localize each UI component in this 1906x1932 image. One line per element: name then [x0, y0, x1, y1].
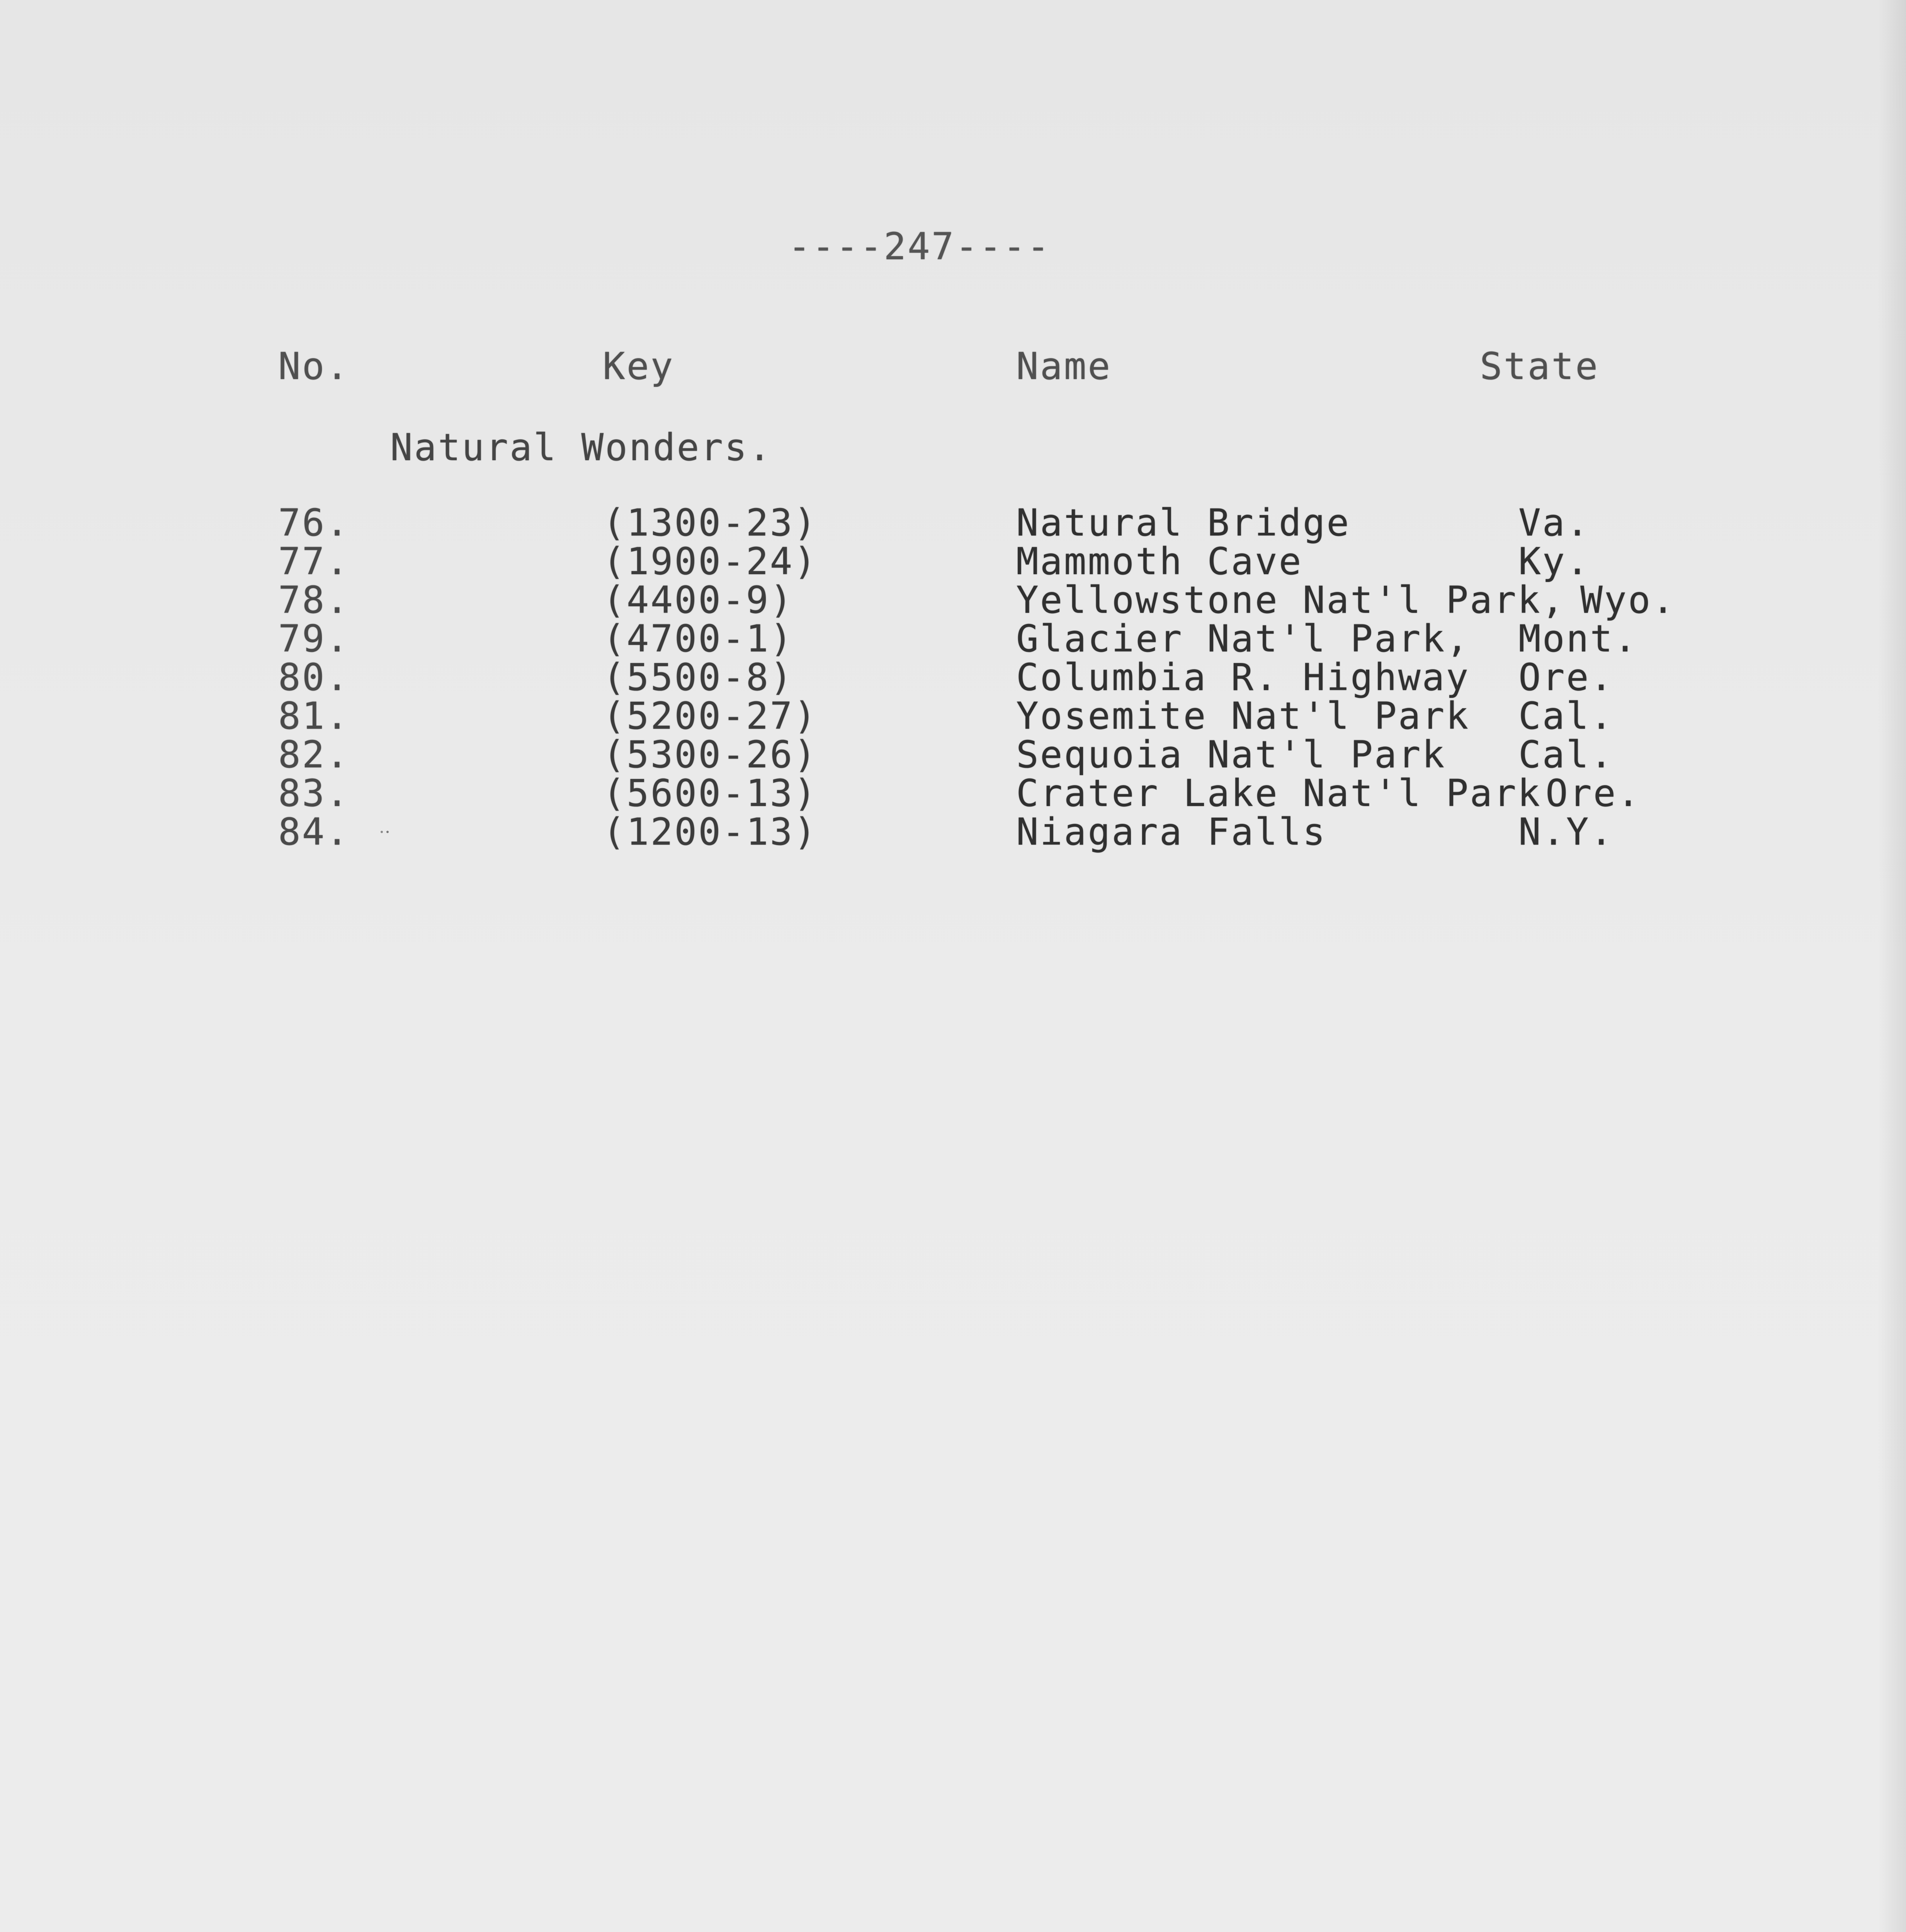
table-row: [0, 617, 1906, 660]
row-state: N.Y.: [1518, 810, 1614, 854]
row-state: Ore.: [1546, 772, 1641, 815]
row-name: Sequoia Nat'l Park: [1016, 733, 1446, 776]
table-row: [0, 540, 1906, 583]
row-state: Cal.: [1518, 694, 1614, 738]
ink-speck: [381, 831, 383, 833]
row-key: (1200-13): [603, 810, 818, 854]
section-title: Natural Wonders.: [390, 426, 772, 469]
row-name: Niagara Falls: [1016, 810, 1327, 854]
row-key: (5500-8): [603, 656, 794, 699]
column-header-no: No.: [278, 345, 350, 388]
row-number: 83.: [278, 772, 350, 815]
row-key: (4700-1): [603, 617, 794, 660]
table-row: [0, 733, 1906, 776]
row-key: (5300-26): [603, 733, 818, 776]
row-number: 77.: [278, 540, 350, 583]
row-state: Mont.: [1518, 617, 1638, 660]
row-key: (5200-27): [603, 694, 818, 738]
row-name: Mammoth Cave: [1016, 540, 1303, 583]
row-number: 84.: [278, 810, 350, 854]
row-key: (5600-13): [603, 772, 818, 815]
page-edge-shadow: [1878, 0, 1906, 1932]
row-name: Columbia R. Highway: [1016, 656, 1470, 699]
row-name: Glacier Nat'l Park,: [1016, 617, 1470, 660]
row-number: 78.: [278, 578, 350, 622]
row-state: Wyo.: [1580, 578, 1676, 622]
row-number: 79.: [278, 617, 350, 660]
table-row: [0, 501, 1906, 544]
row-name: Crater Lake Nat'l Park: [1016, 772, 1542, 815]
row-name: Natural Bridge: [1016, 501, 1351, 544]
row-number: 81.: [278, 694, 350, 738]
row-key: (1900-24): [603, 540, 818, 583]
column-header-key: Key: [603, 345, 675, 388]
ink-speck: [386, 831, 389, 833]
table-row: [0, 656, 1906, 699]
row-number: 76.: [278, 501, 350, 544]
row-state: Cal.: [1518, 733, 1614, 776]
row-state: Ore.: [1518, 656, 1614, 699]
row-key: (1300-23): [603, 501, 818, 544]
row-name: Yosemite Nat'l Park: [1016, 694, 1470, 738]
page-number: ----247----: [788, 225, 1051, 268]
table-row: [0, 810, 1906, 854]
row-key: (4400-9): [603, 578, 794, 622]
row-number: 80.: [278, 656, 350, 699]
row-name: Yellowstone Nat'l Park,: [1016, 578, 1566, 622]
table-row: [0, 772, 1906, 815]
row-state: Ky.: [1518, 540, 1590, 583]
table-row: [0, 694, 1906, 738]
table-row: [0, 578, 1906, 622]
column-header-state: State: [1480, 345, 1599, 388]
row-state: Va.: [1518, 501, 1590, 544]
row-number: 82.: [278, 733, 350, 776]
column-header-name: Name: [1016, 345, 1112, 388]
